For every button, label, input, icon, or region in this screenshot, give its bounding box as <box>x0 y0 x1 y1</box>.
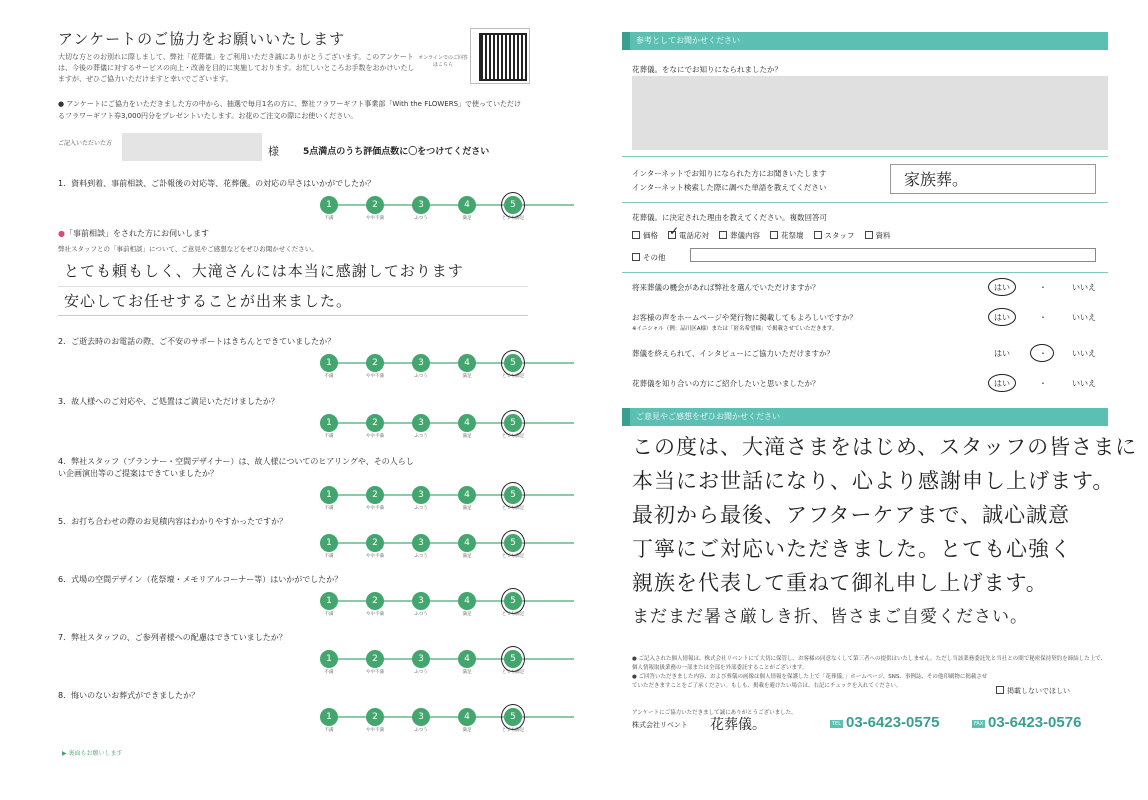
opt-out-option[interactable]: 掲載しないでほしい <box>996 686 1070 696</box>
comment-line: とても頼もしく、大滝さんには本当に感謝しております <box>64 262 464 280</box>
opinion-line: 本当にお世話になり、心より感謝申し上げます。 <box>632 469 1115 493</box>
rating-option-4[interactable]: 4 <box>458 486 476 504</box>
question-text: 6．式場の空間デザイン（花祭壇・メモリアルコーナー等）はいかがでしたか？ <box>58 575 343 584</box>
rating-label: 不満 <box>324 670 334 675</box>
rating-option-4[interactable]: 4 <box>458 650 476 668</box>
rating-question <box>58 178 538 221</box>
no-option[interactable]: いいえ <box>1072 313 1096 322</box>
reason-label: 価格 <box>643 231 658 240</box>
rating-option-3[interactable]: 3 <box>412 486 430 504</box>
rating-label: 満足 <box>462 216 472 221</box>
question-text: 4．弊社スタッフ（プランナー・空間デザイナー）は、故人様についてのヒアリングや、その人らしい企画演出等のご提案はできていましたか？ <box>58 457 414 478</box>
other-field[interactable] <box>690 248 1096 262</box>
section-bar-reference: 参考としてお聞かせください <box>622 32 1108 50</box>
rating-question <box>58 396 538 439</box>
gift-notice: ● アンケートにご協力をいただきました方の中から、抽選で毎月1名の方に、弊社フラワーギフト事業部「With the FLOWERS」で使っていただけるフラワーギフト券3,000円分をプレゼントいたします。お花のご注文の際にお使いください。 <box>58 100 522 120</box>
reason-option[interactable] <box>770 230 804 241</box>
rating-label: 不満 <box>324 728 334 733</box>
rating-label: やや不満 <box>366 554 384 559</box>
rating-option-5[interactable]: 5 <box>504 534 522 552</box>
rating-option-3[interactable]: 3 <box>412 650 430 668</box>
rating-option-1[interactable]: 1 <box>320 414 338 432</box>
rating-option-1[interactable]: 1 <box>320 708 338 726</box>
question-text: 2．ご逝去時のお電話の際、ご不安のサポートはきちんとできていましたか？ <box>58 337 336 346</box>
checkbox-icon[interactable] <box>632 231 640 239</box>
answer-circle <box>988 278 1016 296</box>
rating-label: やや不満 <box>366 374 384 379</box>
rating-scale <box>320 650 585 676</box>
rating-label: とても満足 <box>501 434 525 439</box>
rating-label: 不満 <box>324 216 334 221</box>
survey-title: アンケートのご協力をお願いいたします <box>58 30 346 48</box>
rating-scale <box>320 592 585 618</box>
rating-label: やや不満 <box>366 434 384 439</box>
rating-option-1[interactable]: 1 <box>320 592 338 610</box>
rating-label: やや不満 <box>366 670 384 675</box>
fax-number[interactable]: 03-6423-0576 <box>988 714 1082 731</box>
reason-label: 資料 <box>875 231 891 240</box>
yesno-question: 将来葬儀の機会があれば弊社を選んでいただけますか？ <box>632 283 820 292</box>
opinion-line: この度は、大滝さまをはじめ、スタッフの皆さまに <box>632 435 1138 459</box>
rating-option-2[interactable]: 2 <box>366 196 384 214</box>
rating-label: 満足 <box>462 554 472 559</box>
rating-option-1[interactable]: 1 <box>320 650 338 668</box>
rating-label: 満足 <box>462 374 472 379</box>
tel-tag: TEL <box>832 721 841 727</box>
privacy-2: ● ご回答いただきました内容、および葬儀の画像は個人情報を保護した上で「花葬儀。」ホームページ、SNS、事例誌、その他印刷物に掲載させていただきますことをご了承ください。もしも、掲載を避けたい場合は、右記にチェックを入れてください。 <box>632 674 988 689</box>
checkbox-icon[interactable] <box>719 231 727 239</box>
rating-scale <box>320 708 585 734</box>
rating-option-5[interactable]: 5 <box>504 708 522 726</box>
separator-dot[interactable]: ・ <box>1039 349 1047 358</box>
question-text: 1．資料到着、事前相談、ご訃報後の対応等、花葬儀。の対応の早さはいかがでしたか？ <box>58 179 376 188</box>
rating-option-3[interactable]: 3 <box>412 354 430 372</box>
answer-circle <box>988 308 1016 326</box>
opinion-line: 最初から最後、アフターケアまで、誠心誠意 <box>632 503 1071 527</box>
rating-label: 不満 <box>324 434 334 439</box>
question-internet-2: インターネット検索した際に調べた単語を教えてください <box>632 183 827 192</box>
rating-label: やや不満 <box>366 216 384 221</box>
rating-question <box>58 690 538 733</box>
privacy-1: ● ご記入された個人情報は、株式会社リベントにて大切に保管し、お客様の同意なくして第三者への提供はいたしません。ただし当該業務委託先と当社との間で秘密保持契約を締結した上で、個人情報取扱業務の一部または全部を外部委託することがございます。 <box>632 656 1107 671</box>
rating-option-5[interactable]: 5 <box>504 592 522 610</box>
rating-label: やや不満 <box>366 728 384 733</box>
rating-question <box>58 632 538 675</box>
no-option[interactable]: いいえ <box>1072 379 1096 388</box>
divider <box>622 272 1108 273</box>
yes-option[interactable]: はい <box>994 283 1010 292</box>
rating-label: 不満 <box>324 612 334 617</box>
checkbox-icon[interactable] <box>814 231 822 239</box>
rating-label: とても満足 <box>501 506 525 511</box>
question-text: 8．悔いのないお葬式ができましたか？ <box>58 691 200 700</box>
reason-option[interactable] <box>814 230 855 241</box>
rating-option-5[interactable]: 5 <box>504 414 522 432</box>
rating-label: ふつう <box>414 670 428 675</box>
comment-line: 安心してお任せすることが出来ました。 <box>64 292 353 310</box>
rating-label: ふつう <box>414 434 428 439</box>
rating-option-2[interactable]: 2 <box>366 534 384 552</box>
opinion-line: 丁寧にご対応いただきました。とても心強く <box>632 537 1072 561</box>
rating-label: やや不満 <box>366 506 384 511</box>
rating-option-2[interactable]: 2 <box>366 486 384 504</box>
rating-option-4[interactable]: 4 <box>458 196 476 214</box>
question-reason: 花葬儀。に決定された理由を教えてください。複数回答可 <box>632 213 827 222</box>
rating-option-3[interactable]: 3 <box>412 196 430 214</box>
reason-option[interactable] <box>632 230 658 241</box>
pre-consult-title: ●「事前相談」をされた方にお伺いします <box>58 229 209 238</box>
rating-label: ふつう <box>414 612 428 617</box>
answer-circle <box>988 374 1016 392</box>
checkbox-icon[interactable] <box>865 231 873 239</box>
pink-bullet: ● <box>58 229 65 238</box>
rating-label: 満足 <box>462 728 472 733</box>
rating-label: とても満足 <box>501 728 525 733</box>
rating-option-4[interactable]: 4 <box>458 354 476 372</box>
divider <box>622 202 1108 203</box>
rating-option-5[interactable]: 5 <box>504 650 522 668</box>
rating-label: ふつう <box>414 554 428 559</box>
separator-dot[interactable]: ・ <box>1039 313 1047 322</box>
rating-label: とても満足 <box>501 670 525 675</box>
rating-label: 満足 <box>462 612 472 617</box>
section-bar-opinion: ご意見やご感想をぜひお聞かせください <box>622 408 1108 426</box>
opt-out-checkbox[interactable] <box>996 686 1004 694</box>
rating-question <box>58 336 538 379</box>
rating-label: ふつう <box>414 506 428 511</box>
rating-option-3[interactable]: 3 <box>412 708 430 726</box>
rating-label: ふつう <box>414 374 428 379</box>
question-text: 7．弊社スタッフの、ご参列者様への配慮はできていましたか？ <box>58 633 287 642</box>
rating-option-5[interactable]: 5 <box>504 486 522 504</box>
rating-question <box>58 516 538 559</box>
rating-option-2[interactable]: 2 <box>366 650 384 668</box>
pre-consult-comment[interactable] <box>58 256 528 316</box>
rating-question <box>58 456 538 511</box>
rating-option-4[interactable]: 4 <box>458 414 476 432</box>
rating-scale <box>320 414 585 440</box>
rating-option-2[interactable]: 2 <box>366 592 384 610</box>
question-internet-1: インターネットでお知りになられた方にお聞きいたします <box>632 169 827 178</box>
reason-other: その他 <box>632 252 666 263</box>
separator-dot[interactable]: ・ <box>1039 283 1047 292</box>
rating-option-2[interactable]: 2 <box>366 708 384 726</box>
question-text: 5．お打ち合わせの際のお見積内容はわかりやすかったですか？ <box>58 517 288 526</box>
rating-scale <box>320 196 585 222</box>
sama-suffix: 様 <box>268 145 279 158</box>
qr-code-icon <box>479 33 527 81</box>
rating-option-5[interactable]: 5 <box>504 196 522 214</box>
turn-page-note: ▶ 裏面もお願いします <box>62 750 123 757</box>
question-how-known: 花葬儀。をなにでお知りになられましたか？ <box>632 65 782 74</box>
brand-logo: 花葬儀。 <box>710 717 766 733</box>
rating-option-3[interactable]: 3 <box>412 414 430 432</box>
scale-instruction: 5点満点のうち評価点数に〇をつけてください <box>303 147 490 157</box>
thanks-message: アンケートにご協力いただきまして誠にありがとうございました。 <box>632 710 797 716</box>
rating-label: 満足 <box>462 434 472 439</box>
rating-label: ふつう <box>414 728 428 733</box>
rating-option-1[interactable]: 1 <box>320 196 338 214</box>
rating-option-4[interactable]: 4 <box>458 592 476 610</box>
divider <box>622 156 1108 157</box>
rating-option-2[interactable]: 2 <box>366 414 384 432</box>
yesno-question: 花葬儀を知り合いの方にご紹介したいと思いましたか？ <box>632 379 820 388</box>
search-term-answer: 家族葬。 <box>904 170 969 189</box>
reason-label: 花祭壇 <box>781 231 804 240</box>
rating-option-1[interactable]: 1 <box>320 534 338 552</box>
reason-option[interactable] <box>865 230 891 241</box>
survey-back-page <box>574 0 1148 800</box>
yesno-note: ※イニシャル（例：品川区A様）または「匿名希望様」で掲載させていただきます。 <box>632 326 838 332</box>
rule-line <box>58 286 528 287</box>
yes-option[interactable]: はい <box>994 379 1010 388</box>
tel-number[interactable]: 03-6423-0575 <box>846 714 940 731</box>
rating-label: 不満 <box>324 554 334 559</box>
rating-option-1[interactable]: 1 <box>320 354 338 372</box>
opinion-comment[interactable] <box>632 430 1138 645</box>
yes-option[interactable]: はい <box>994 349 1010 358</box>
yesno-question: 葬儀を終えられて、インタビューにご協力いただけますか？ <box>632 349 835 358</box>
yes-option[interactable]: はい <box>994 313 1010 322</box>
no-option[interactable]: いいえ <box>1072 349 1096 358</box>
rating-option-3[interactable]: 3 <box>412 534 430 552</box>
rating-option-2[interactable]: 2 <box>366 354 384 372</box>
answer-circle <box>1030 344 1054 362</box>
rating-label: 満足 <box>462 506 472 511</box>
rating-scale <box>320 354 585 380</box>
qr-code[interactable] <box>470 28 530 84</box>
opinion-line: 親族を代表して重ねて御礼申し上げます。 <box>632 571 1048 595</box>
question-text: 3．故人様へのご対応や、ご処置はご満足いただけましたか？ <box>58 397 279 406</box>
rating-label: とても満足 <box>501 612 525 617</box>
opinion-line: まだまだ暑さ厳しき折、皆さまご自愛ください。 <box>632 607 1028 627</box>
rating-label: 不満 <box>324 506 334 511</box>
reason-label: スタッフ <box>824 231 855 240</box>
reason-checkboxes <box>632 230 1108 241</box>
survey-intro: 大切な方とのお別れに際しまして、弊社「花葬儀」をご利用いただき誠にありがとうございます。このアンケートは、今後の葬儀に対するサービスの向上・改善を目的に実施しております。お忙しいところお手数をおかけいたしますが、ぜひご協力いただけますと幸いでございます。 <box>58 53 415 83</box>
fax-tag: FAX <box>974 721 984 727</box>
rating-label: とても満足 <box>501 374 525 379</box>
reason-option[interactable] <box>719 230 760 241</box>
company-name: 株式会社リベント <box>632 721 688 729</box>
rating-option-5[interactable]: 5 <box>504 354 522 372</box>
rating-question <box>58 574 538 617</box>
rating-label: とても満足 <box>501 554 525 559</box>
rating-scale <box>320 486 585 512</box>
qr-label: オンラインでのご回答はこちら <box>418 55 468 68</box>
rating-option-3[interactable]: 3 <box>412 592 430 610</box>
rating-label: とても満足 <box>501 216 525 221</box>
rating-scale <box>320 534 585 560</box>
other-checkbox[interactable] <box>632 253 640 261</box>
pre-consult-section <box>58 228 538 253</box>
no-option[interactable]: いいえ <box>1072 283 1096 292</box>
rating-label: やや不満 <box>366 612 384 617</box>
checkbox-icon[interactable] <box>770 231 778 239</box>
pre-consult-note: 弊社スタッフとの「事前相談」について、ご意見やご感想などをぜひお聞かせください。 <box>58 245 318 253</box>
reason-label: 葬儀内容 <box>730 231 760 240</box>
how-known-redacted <box>632 76 1108 150</box>
rating-option-4[interactable]: 4 <box>458 708 476 726</box>
name-label: ご記入いただいた方 <box>58 140 113 147</box>
checkbox-icon[interactable] <box>668 231 676 239</box>
rating-option-4[interactable]: 4 <box>458 534 476 552</box>
separator-dot[interactable]: ・ <box>1039 379 1047 388</box>
rating-option-1[interactable]: 1 <box>320 486 338 504</box>
rating-label: 満足 <box>462 670 472 675</box>
yesno-question: お客様の声をホームページや発行物に掲載してもよろしいですか？ <box>632 313 857 322</box>
reason-label: 電話応対 <box>679 231 709 240</box>
name-redacted <box>122 133 262 161</box>
rating-label: ふつう <box>414 216 428 221</box>
rating-label: 不満 <box>324 374 334 379</box>
reason-option[interactable] <box>668 230 709 241</box>
